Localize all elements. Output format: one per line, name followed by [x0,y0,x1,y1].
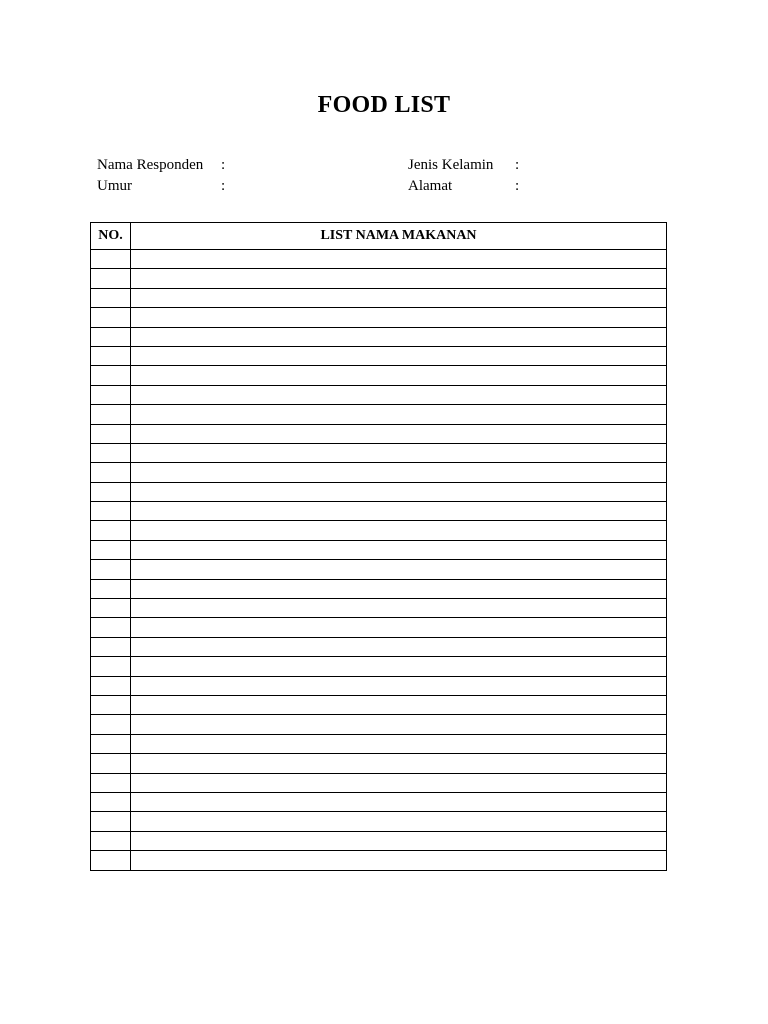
table-row [91,560,667,579]
food-list-table [90,222,667,871]
table-body [91,250,667,871]
table-row [91,579,667,598]
food-name-cell[interactable] [131,560,667,579]
table-row [91,327,667,346]
row-number-cell[interactable] [91,695,131,714]
gender-label: Jenis Kelamin [408,157,494,173]
row-number-cell[interactable] [91,327,131,346]
food-name-cell[interactable] [131,443,667,462]
food-name-cell[interactable] [131,308,667,327]
row-number-cell[interactable] [91,618,131,637]
table-row [91,521,667,540]
row-number-cell[interactable] [91,734,131,753]
row-number-cell[interactable] [91,792,131,811]
table-row [91,385,667,404]
table-row [91,540,667,559]
food-name-cell[interactable] [131,366,667,385]
table-row [91,250,667,269]
page-title: FOOD LIST [317,92,451,118]
table-row [91,346,667,365]
table-row [91,618,667,637]
row-number-cell[interactable] [91,502,131,521]
row-number-cell[interactable] [91,540,131,559]
table-row [91,831,667,850]
row-number-cell[interactable] [91,851,131,870]
food-name-cell[interactable] [131,502,667,521]
table-row [91,734,667,753]
table-row [91,715,667,734]
table-row [91,424,667,443]
row-number-cell[interactable] [91,424,131,443]
table-row [91,463,667,482]
row-number-cell[interactable] [91,269,131,288]
food-name-cell[interactable] [131,405,667,424]
row-number-cell[interactable] [91,346,131,365]
food-name-cell[interactable] [131,812,667,831]
table-row [91,754,667,773]
row-number-cell[interactable] [91,366,131,385]
row-number-cell[interactable] [91,599,131,618]
food-name-cell[interactable] [131,482,667,501]
row-number-cell[interactable] [91,754,131,773]
row-number-cell[interactable] [91,288,131,307]
row-number-cell[interactable] [91,831,131,850]
row-number-cell[interactable] [91,637,131,656]
table-row [91,657,667,676]
food-name-cell[interactable] [131,851,667,870]
header-food-name: LIST NAMA MAKANAN [131,223,667,250]
header-no: NO. [91,223,131,250]
row-number-cell[interactable] [91,308,131,327]
row-number-cell[interactable] [91,385,131,404]
food-name-cell[interactable] [131,676,667,695]
row-number-cell[interactable] [91,579,131,598]
food-name-cell[interactable] [131,754,667,773]
row-number-cell[interactable] [91,482,131,501]
table-row [91,812,667,831]
food-name-cell[interactable] [131,695,667,714]
row-number-cell[interactable] [91,560,131,579]
food-name-cell[interactable] [131,288,667,307]
food-name-cell[interactable] [131,385,667,404]
food-name-cell[interactable] [131,327,667,346]
row-number-cell[interactable] [91,521,131,540]
table-row [91,482,667,501]
food-name-cell[interactable] [131,579,667,598]
table-row [91,851,667,870]
row-number-cell[interactable] [91,773,131,792]
food-name-cell[interactable] [131,346,667,365]
table-row [91,502,667,521]
respondent-name-colon: : [221,157,226,173]
address-colon: : [515,178,520,194]
age-label: Umur [97,178,132,194]
food-name-cell[interactable] [131,637,667,656]
food-name-cell[interactable] [131,250,667,269]
row-number-cell[interactable] [91,443,131,462]
respondent-name-label: Nama Responden [97,157,204,173]
age-colon: : [221,178,226,194]
table-row [91,637,667,656]
row-number-cell[interactable] [91,405,131,424]
table-row [91,676,667,695]
food-name-cell[interactable] [131,618,667,637]
row-number-cell[interactable] [91,657,131,676]
food-name-cell[interactable] [131,521,667,540]
food-name-cell[interactable] [131,715,667,734]
food-name-cell[interactable] [131,773,667,792]
food-name-cell[interactable] [131,734,667,753]
food-name-cell[interactable] [131,269,667,288]
table-row [91,308,667,327]
address-label: Alamat [408,178,453,194]
food-name-cell[interactable] [131,424,667,443]
table-row [91,269,667,288]
table-row [91,288,667,307]
food-name-cell[interactable] [131,657,667,676]
row-number-cell[interactable] [91,676,131,695]
table-row [91,405,667,424]
food-name-cell[interactable] [131,463,667,482]
table-row [91,599,667,618]
table-row [91,366,667,385]
row-number-cell[interactable] [91,250,131,269]
row-number-cell[interactable] [91,715,131,734]
table-row [91,773,667,792]
row-number-cell[interactable] [91,463,131,482]
gender-colon: : [515,157,520,173]
table-row [91,443,667,462]
food-name-cell[interactable] [131,831,667,850]
row-number-cell[interactable] [91,812,131,831]
food-name-cell[interactable] [131,540,667,559]
table-row [91,792,667,811]
food-name-cell[interactable] [131,599,667,618]
food-name-cell[interactable] [131,792,667,811]
table-row [91,695,667,714]
table-header-row [91,223,667,250]
